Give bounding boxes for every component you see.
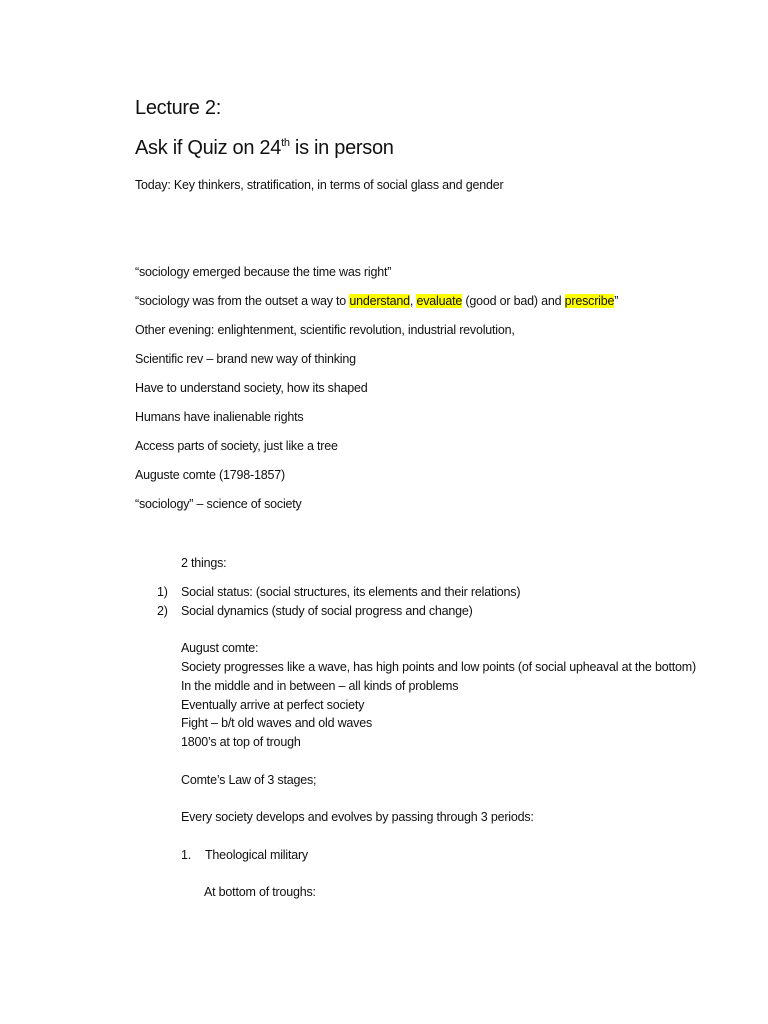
list-item-text: Theological military: [205, 848, 308, 862]
comte-line: Eventually arrive at perfect society: [181, 698, 365, 712]
list-item-text: Social dynamics (study of social progress and change): [181, 604, 473, 618]
quote-line-2: [135, 293, 618, 309]
note-line: “sociology” – science of society: [135, 497, 302, 511]
quote2-sep: ,: [409, 294, 417, 308]
note-line: Auguste comte (1798-1857): [135, 468, 285, 482]
list-item-text: Social status: (social structures, its elements and their relations): [181, 585, 521, 599]
today-line: Today: Key thinkers, stratification, in terms of social glass and gender: [135, 178, 504, 192]
subtitle-suffix: is in person: [289, 137, 394, 159]
troughs-line: At bottom of troughs:: [204, 885, 316, 899]
list-item: [157, 603, 473, 619]
highlight-evaluate: evaluate: [416, 294, 463, 308]
comte-heading: August comte:: [181, 641, 259, 655]
quote2-prefix: “sociology was from the outset a way to: [135, 294, 350, 308]
subtitle-superscript: th: [281, 137, 290, 149]
law-heading: Comte’s Law of 3 stages;: [181, 773, 317, 787]
comte-line: Society progresses like a wave, has high points and low points (of social upheaval at the bottom): [181, 660, 696, 674]
subtitle-prefix: Ask if Quiz on 24: [135, 137, 282, 159]
highlight-prescribe: prescribe: [564, 294, 615, 308]
note-line: Other evening: enlightenment, scientific revolution, industrial revolution,: [135, 323, 515, 337]
list-item: [181, 847, 308, 863]
quote2-mid: (good or bad) and: [462, 294, 565, 308]
comte-line: 1800’s at top of trough: [181, 735, 301, 749]
page-title: Lecture 2:: [135, 97, 221, 119]
page-subtitle: [135, 136, 394, 160]
highlight-understand: understand: [349, 294, 410, 308]
every-society-line: Every society develops and evolves by passing through 3 periods:: [181, 810, 534, 824]
list-item: [157, 584, 520, 600]
note-line: Have to understand society, how its shaped: [135, 381, 368, 395]
quote2-end: ”: [614, 294, 619, 308]
comte-line: Fight – b/t old waves and old waves: [181, 716, 373, 730]
list-item-number: 1): [157, 585, 168, 599]
list-item-number: 2): [157, 604, 168, 618]
list-item-number: 1.: [181, 848, 192, 862]
quote-line-1: “sociology emerged because the time was right”: [135, 265, 392, 279]
note-line: Humans have inalienable rights: [135, 410, 304, 424]
two-things-heading: 2 things:: [181, 556, 227, 570]
note-line: Scientific rev – brand new way of thinking: [135, 352, 356, 366]
note-line: Access parts of society, just like a tree: [135, 439, 338, 453]
comte-line: In the middle and in between – all kinds of problems: [181, 679, 459, 693]
